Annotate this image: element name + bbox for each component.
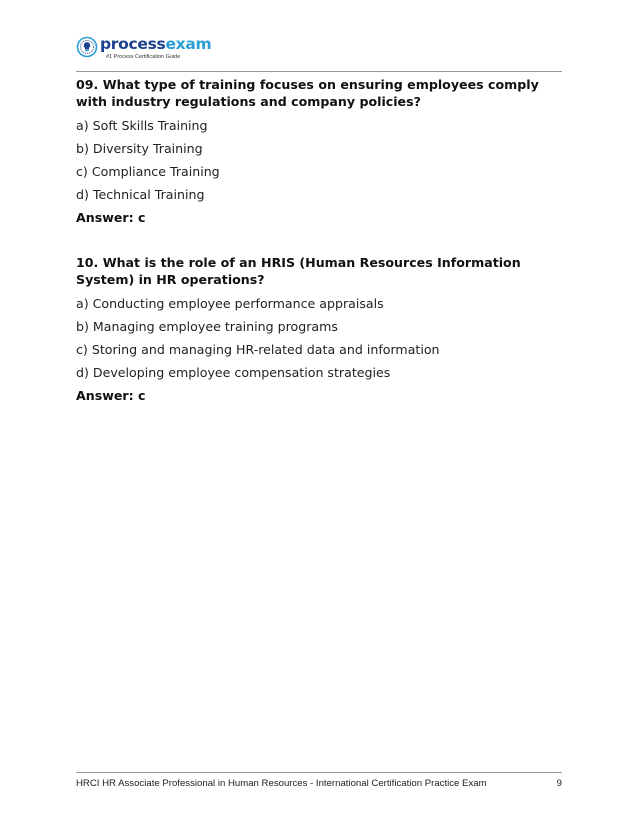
- answer-label: Answer: c: [76, 210, 146, 225]
- option-b: b) Managing employee training programs: [76, 319, 338, 334]
- option-c: c) Storing and managing HR-related data and information: [76, 342, 440, 357]
- question-title: 10. What is the role of an HRIS (Human Resources Information System) in HR operations?: [76, 255, 521, 287]
- option-a: a) Conducting employee performance appraisals: [76, 296, 384, 311]
- logo-wordmark: [100, 34, 211, 54]
- logo-word-process: process: [100, 35, 166, 53]
- option-d: d) Developing employee compensation strategies: [76, 365, 391, 380]
- footer-title: HRCI HR Associate Professional in Human Resources - International Certification Practice Exam: [76, 778, 487, 789]
- option-a: a) Soft Skills Training: [76, 118, 208, 133]
- bulb-badge-icon: [76, 36, 98, 58]
- option-c: c) Compliance Training: [76, 164, 220, 179]
- option-b: b) Diversity Training: [76, 141, 203, 156]
- header-divider: [76, 71, 562, 72]
- question-title: 09. What type of training focuses on ensuring employees comply with industry regulations and company policies?: [76, 77, 539, 109]
- logo-tagline: #1 Process Certification Guide: [106, 54, 181, 60]
- logo-word-exam: exam: [165, 35, 212, 53]
- question-block: [76, 76, 562, 226]
- processexam-logo: [76, 34, 216, 64]
- footer-divider: [76, 772, 562, 773]
- answer-label: Answer: c: [76, 388, 146, 403]
- option-d: d) Technical Training: [76, 187, 205, 202]
- question-block: [76, 254, 562, 404]
- page-number: 9: [556, 778, 562, 789]
